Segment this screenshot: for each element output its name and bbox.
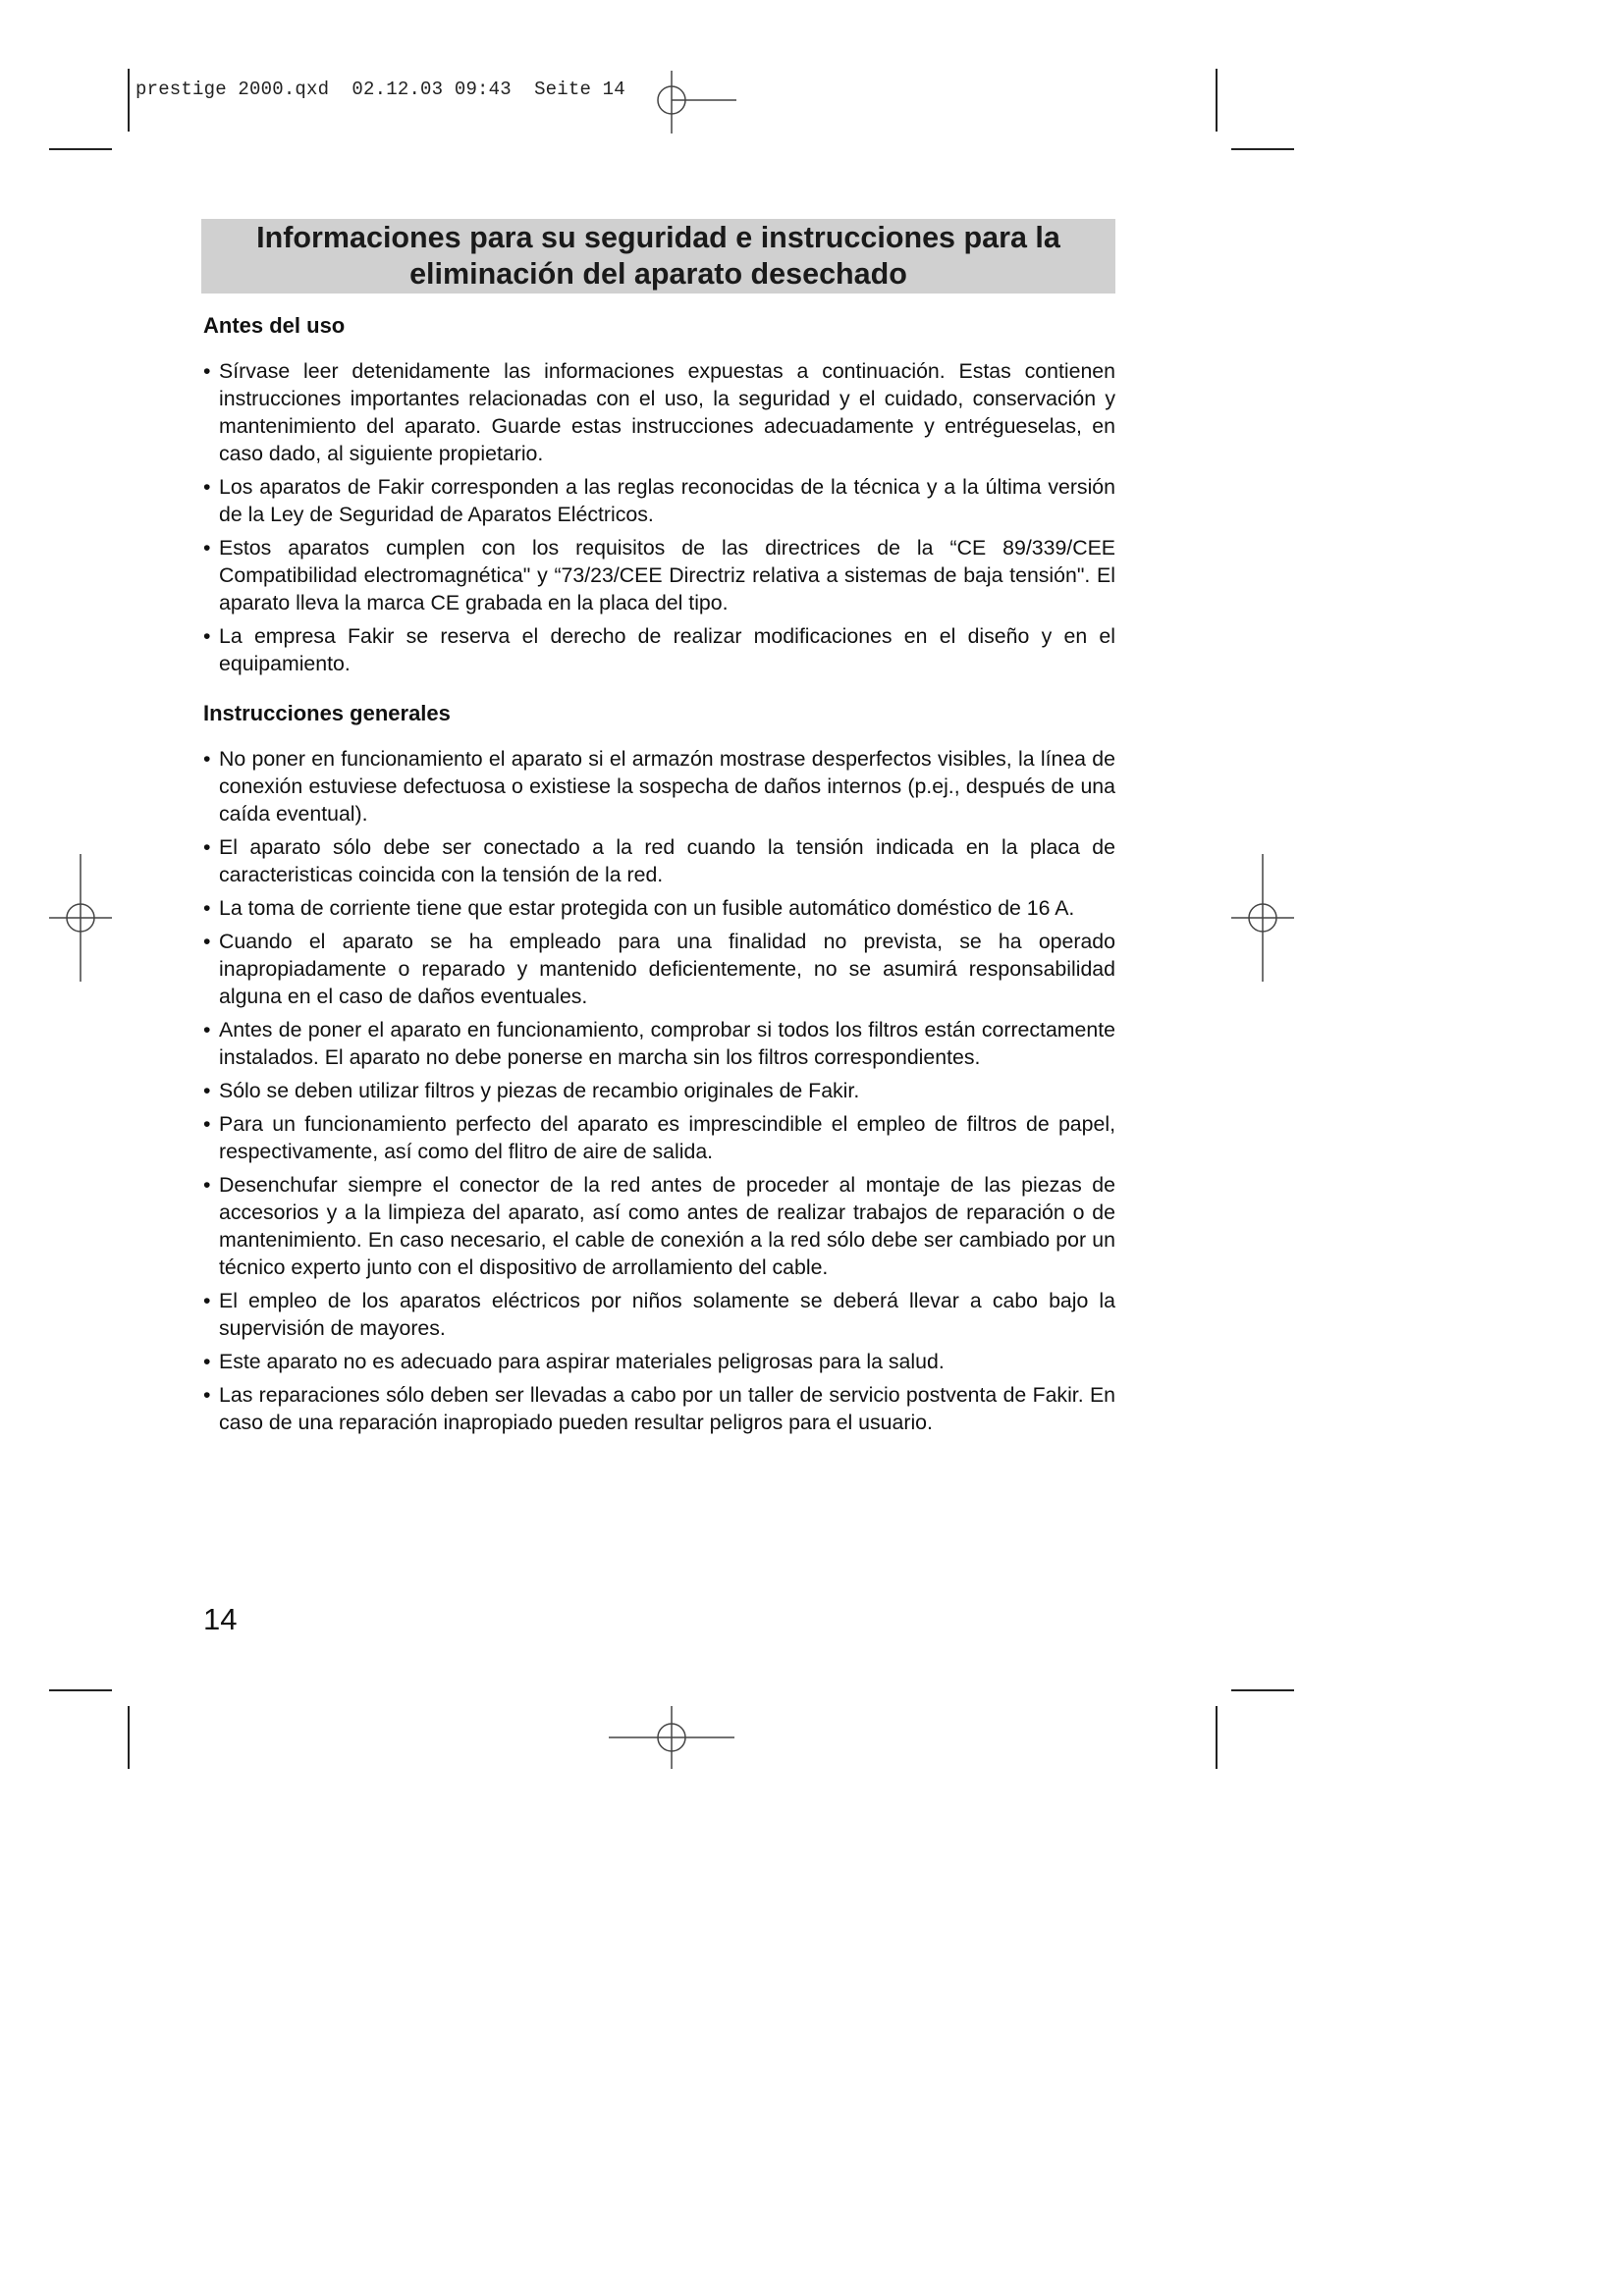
crop-mark-top-right-horizontal (1231, 148, 1294, 150)
crop-mark-bottom-left-horizontal (49, 1689, 112, 1691)
crop-mark-top-right-vertical (1216, 69, 1218, 132)
registration-mark-top-icon (642, 71, 736, 133)
list-item (203, 833, 1115, 888)
section-heading: Antes del uso (203, 313, 346, 338)
crop-mark-top-left-vertical (128, 69, 130, 132)
crop-mark-bottom-right-horizontal (1231, 1689, 1294, 1691)
list-item (203, 473, 1115, 528)
list-item (203, 1287, 1115, 1342)
list-item (203, 1016, 1115, 1071)
title-banner (201, 219, 1115, 294)
bullet-icon: • (203, 896, 211, 920)
section-heading: Instrucciones generales (203, 701, 451, 725)
list-item (203, 1381, 1115, 1436)
crop-mark-bottom-right-vertical (1216, 1706, 1218, 1769)
list-item-text: El aparato sólo debe ser conectado a la red cuando la tensión indicada en la placa de caracteristicas coincida con la tensión de la red. (219, 835, 1115, 886)
list-item (203, 1110, 1115, 1165)
section-instrucciones-generales (203, 700, 1115, 1436)
list-item (203, 1348, 1115, 1375)
page-number: 14 (203, 1602, 238, 1636)
list-item-text: Las reparaciones sólo deben ser llevadas a cabo por un taller de servicio postventa de Fakir. En caso de una reparación inapropiado pueden resultar peligros para el usuario. (219, 1383, 1115, 1434)
bullet-icon: • (203, 624, 211, 648)
list-item-text: Este aparato no es adecuado para aspirar materiales peligrosas para la salud. (219, 1350, 945, 1373)
list-item (203, 357, 1115, 467)
bullet-icon: • (203, 1079, 211, 1102)
bullet-list (203, 745, 1115, 1436)
page-title: Informaciones para su seguridad e instrucciones para la eliminación del aparato desechado (256, 221, 1060, 291)
document-body (203, 312, 1115, 1442)
section-antes-del-uso (203, 312, 1115, 677)
bullet-icon: • (203, 747, 211, 771)
bullet-icon: • (203, 1289, 211, 1312)
list-item-text: Antes de poner el aparato en funcionamiento, comprobar si todos los filtros están correctamente instalados. El aparato no debe ponerse en marcha sin los filtros correspondientes. (219, 1018, 1115, 1069)
list-item (203, 1171, 1115, 1281)
bullet-icon: • (203, 475, 211, 499)
registration-mark-left-icon (49, 854, 112, 982)
bullet-icon: • (203, 835, 211, 859)
crop-mark-top-left-horizontal (49, 148, 112, 150)
list-item (203, 894, 1115, 922)
bullet-icon: • (203, 536, 211, 560)
print-slug: prestige 2000.qxd 02.12.03 09:43 Seite 14 (135, 79, 625, 100)
list-item-text: Estos aparatos cumplen con los requisitos de las directrices de la “CE 89/339/CEE Compatibilidad electromagnética" y “73/23/CEE Directriz relativa a sistemas de baja tensión". El aparato lleva la marca CE grabada en la placa del tipo. (219, 536, 1115, 614)
list-item-text: Para un funcionamiento perfecto del aparato es imprescindible el empleo de filtros de papel, respectivamente, así como del flitro de aire de salida. (219, 1112, 1115, 1163)
list-item-text: Cuando el aparato se ha empleado para una finalidad no prevista, se ha operado inapropiadamente o reparado y mantenido deficientemente, no se asumirá responsabilidad alguna en el caso de daños eventuales. (219, 930, 1115, 1008)
crop-mark-bottom-left-vertical (128, 1706, 130, 1769)
list-item-text: Los aparatos de Fakir corresponden a las reglas reconocidas de la técnica y a la última versión de la Ley de Seguridad de Aparatos Eléctricos. (219, 475, 1115, 526)
registration-mark-right-icon (1231, 854, 1294, 982)
list-item (203, 534, 1115, 616)
list-item (203, 622, 1115, 677)
bullet-icon: • (203, 1173, 211, 1197)
list-item-text: Sírvase leer detenidamente las informaciones expuestas a continuación. Estas contienen instrucciones importantes relacionadas con el uso, la seguridad y el cuidado, conservación y mantenimiento del aparato. Guarde estas instrucciones adecuadamente y entrégueselas, en caso dado, al siguiente propietario. (219, 359, 1115, 465)
bullet-list (203, 357, 1115, 677)
registration-mark-bottom-icon (609, 1706, 734, 1769)
list-item-text: Sólo se deben utilizar filtros y piezas de recambio originales de Fakir. (219, 1079, 860, 1102)
bullet-icon: • (203, 359, 211, 383)
list-item (203, 1077, 1115, 1104)
list-item (203, 745, 1115, 828)
list-item-text: No poner en funcionamiento el aparato si el armazón mostrase desperfectos visibles, la línea de conexión estuviese defectuosa o existiese la sospecha de daños internos (p.ej., después de una caída eventual). (219, 747, 1115, 826)
bullet-icon: • (203, 1350, 211, 1373)
list-item-text: Desenchufar siempre el conector de la red antes de proceder al montaje de las piezas de accesorios y a la limpieza del aparato, así como antes de realizar trabajos de reparación o de mantenimiento. En caso necesario, el cable de conexión a la red sólo debe ser cambiado por un técnico experto junto con el dispositivo de arrollamiento del cable. (219, 1173, 1115, 1279)
list-item-text: La empresa Fakir se reserva el derecho de realizar modificaciones en el diseño y en el equipamiento. (219, 624, 1115, 675)
bullet-icon: • (203, 1018, 211, 1041)
bullet-icon: • (203, 1383, 211, 1407)
list-item-text: La toma de corriente tiene que estar protegida con un fusible automático doméstico de 16 A. (219, 896, 1075, 920)
list-item-text: El empleo de los aparatos eléctricos por niños solamente se deberá llevar a cabo bajo la supervisión de mayores. (219, 1289, 1115, 1340)
list-item (203, 928, 1115, 1010)
bullet-icon: • (203, 1112, 211, 1136)
bullet-icon: • (203, 930, 211, 953)
